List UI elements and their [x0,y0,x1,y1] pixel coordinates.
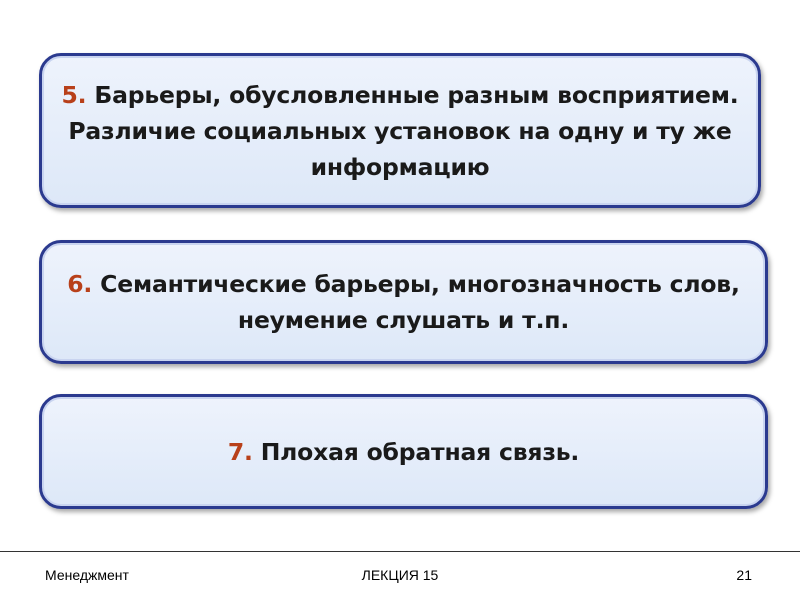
barrier-box-5 [39,53,761,208]
footer-divider [0,551,800,552]
barrier-description-7: Плохая обратная связь. [260,437,580,466]
barrier-number-7: 7. [227,437,253,466]
barrier-box-6 [39,240,768,364]
barrier-number-6: 6. [67,270,93,298]
barrier-description-6: Семантические барьеры, многозначность слов, неумение слушать и т.п. [100,270,740,334]
barrier-number-5: 5. [61,80,87,109]
barrier-text-7 [228,434,579,470]
barrier-description-5: Барьеры, обусловленные разным восприятием. Различие социальных установок на одну и ту же информацию [68,80,739,181]
barrier-text-6 [56,266,751,338]
footer-page-number: 21 [736,567,752,583]
barrier-box-7 [39,394,768,509]
footer-course-name: Менеджмент [45,567,129,583]
footer-lecture-title: ЛЕКЦИЯ 15 [361,567,439,583]
barrier-text-5 [56,77,744,185]
